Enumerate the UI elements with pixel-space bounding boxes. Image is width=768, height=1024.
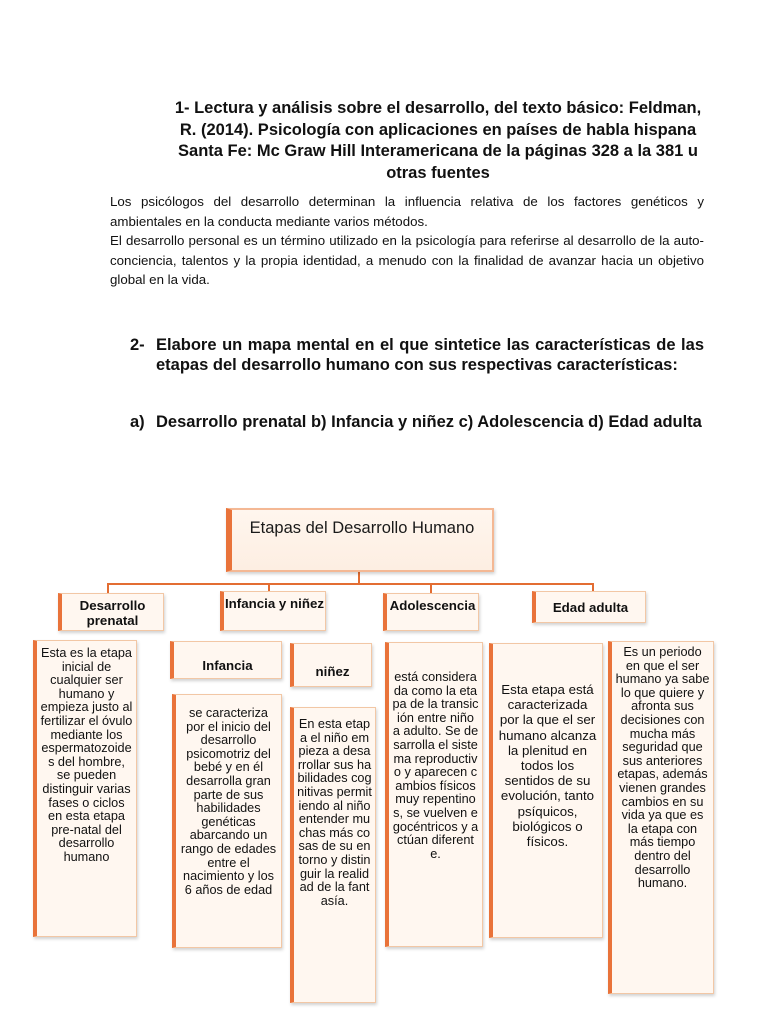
section-3-heading bbox=[130, 412, 704, 432]
ninez-header: niñez bbox=[290, 643, 372, 687]
section-3-number: a) bbox=[130, 413, 145, 431]
section-1-heading: 1- Lectura y análisis sobre el desarrollo, del texto básico: Feldman, R. (2014). Psicología con aplicaciones en países de habla hispana Santa Fe: Mc Graw Hill Interamericana de la páginas 328 a la 381 u otras fuentes bbox=[174, 99, 702, 182]
mind-map-title: Etapas del Desarrollo Humano bbox=[226, 508, 494, 572]
section-3-text: Desarrollo prenatal b) Infancia y niñez c) Adolescencia d) Edad adulta bbox=[156, 413, 702, 431]
adulta-header: Edad adulta bbox=[532, 591, 646, 623]
infancia-description: se caracteriza por el inicio del desarrollo psicomotriz del bebé y en él desarrolla gran parte de sus habilidades genéticas abarcando un rango de edades entre el nacimiento y los 6 años de edad bbox=[172, 694, 282, 948]
infancia-header: Infancia bbox=[170, 641, 282, 679]
ninez-description: En esta etapa el niño empieza a desarrollar sus habilidades cognitivas permitiendo al niño entender muchas más cosas de su entorno y distinguir la realidad de la fantasía. bbox=[290, 707, 376, 1003]
prenatal-header: Desarrollo prenatal bbox=[58, 593, 164, 631]
prenatal-description: Esta es la etapa inicial de cualquier ser humano y empieza justo al fertilizar el óvulo mediante los espermatozoides del hombre, se pueden distinguir varias fases o ciclos en esta etapa pre-natal del desarrollo humano bbox=[33, 640, 137, 937]
connector-horizontal bbox=[107, 583, 593, 585]
adulta-description-1: Esta etapa está caracterizada por la que el ser humano alcanza la plenitud en todos los sentidos de su evolución, tanto psíquicos, biológicos o físicos. bbox=[489, 643, 603, 938]
adolescencia-header: Adolescencia bbox=[383, 593, 479, 631]
paragraph-genetics: Los psicólogos del desarrollo determinan la influencia relativa de los factores genéticos y ambientales en la conducta mediante varios métodos. bbox=[110, 194, 704, 229]
adolescencia-description: está considerada como la etapa de la transición entre niño a adulto. Se desarrolla el sistema reproductivo y aparecen cambios físicos muy repentinos, se vuelven egocéntricos y actúan diferente. bbox=[385, 642, 483, 947]
section-2-number: 2- bbox=[130, 336, 145, 354]
connector-prenatal bbox=[107, 583, 109, 593]
section-2-heading bbox=[130, 335, 704, 375]
adulta-description-2: Es un periodo en que el ser humano ya sabe lo que quiere y afronta sus decisiones con mucha más seguridad que sus anteriores etapas, además vienen grandes cambios en su vida ya que es la etapa con más tiempo dentro del desarrollo humano. bbox=[608, 641, 714, 994]
section-1-paragraphs bbox=[110, 192, 704, 290]
paragraph-personal-development: El desarrollo personal es un término utilizado en la psicología para referirse al desarrollo de la auto-conciencia, talentos y la propia identidad, a menudo con la finalidad de avanzar hacia un objetivo global en la vida. bbox=[110, 233, 704, 288]
infancia-ninez-header: Infancia y niñez bbox=[220, 591, 326, 631]
section-2-text: Elabore un mapa mental en el que sintetice las características de las etapas del desarrollo humano con sus respectivas características: bbox=[156, 336, 704, 374]
connector-adolescencia bbox=[430, 583, 432, 593]
